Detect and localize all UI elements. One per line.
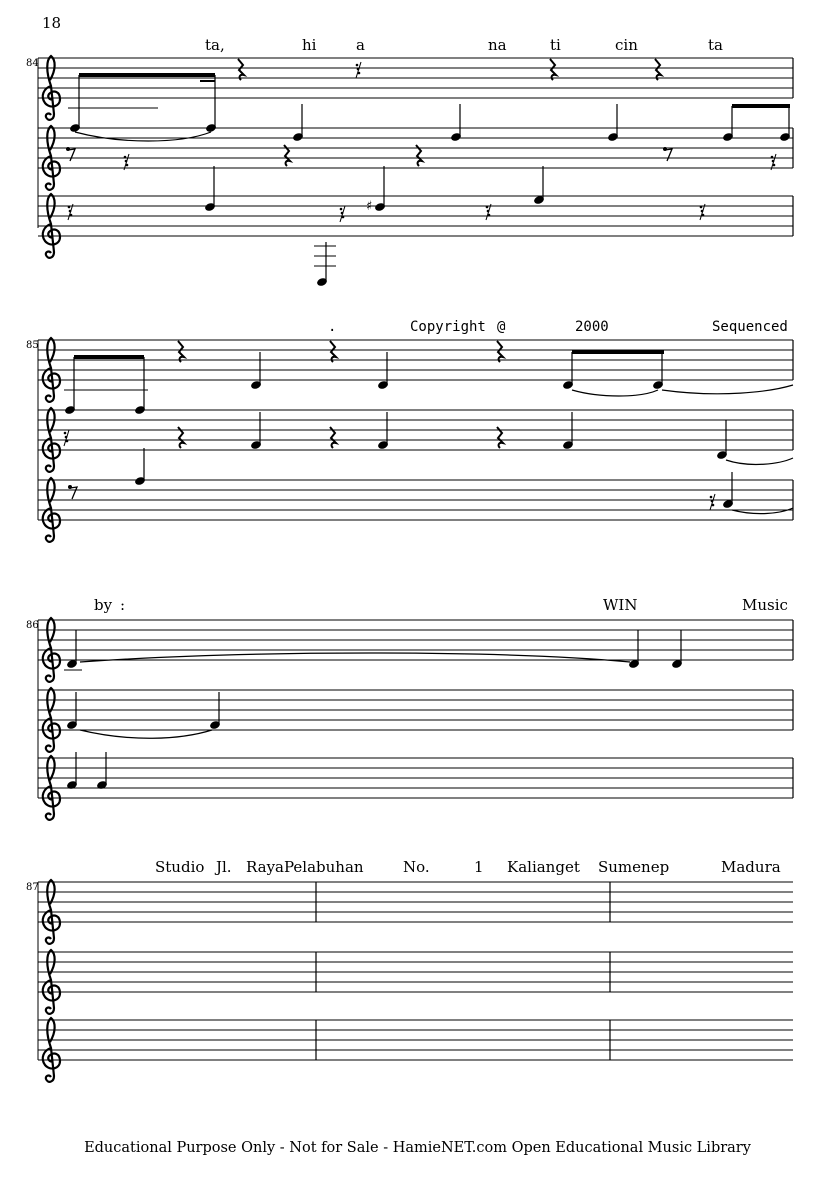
lyric: 1	[474, 858, 484, 876]
lyric: WIN	[603, 596, 638, 614]
svg-text:♯: ♯	[366, 199, 373, 214]
lyric: ti	[550, 36, 561, 54]
lyric: @	[497, 319, 506, 335]
staff-3-notes	[68, 472, 793, 514]
lyrics-line-2	[328, 319, 788, 335]
staff-2-notes	[66, 692, 221, 738]
lyric: Copyright	[410, 319, 486, 335]
lyric: Raya	[246, 858, 284, 876]
lyric: na	[488, 36, 507, 54]
system-1	[26, 36, 793, 287]
staff-1-notes	[64, 341, 793, 415]
measure-number: 87	[26, 882, 39, 893]
lyric: Music	[742, 596, 788, 614]
lyric: No.	[403, 858, 430, 876]
lyric: Madura	[721, 858, 781, 876]
lyric: cin	[615, 36, 638, 54]
system-2	[26, 319, 793, 542]
lyric: a	[356, 36, 365, 54]
measure-number: 86	[26, 620, 39, 631]
lyric: Jl.	[216, 858, 232, 876]
lyric: Sequenced	[712, 319, 788, 335]
measure-number: 84	[26, 58, 39, 69]
footer-text: Educational Purpose Only - Not for Sale - HamieNET.com Open Educational Music Library	[84, 1140, 751, 1156]
lyric: by	[94, 596, 113, 614]
lyric: ta,	[205, 36, 225, 54]
staff-2-notes	[66, 145, 776, 214]
lyric: Kalianget	[507, 858, 580, 876]
system-3	[26, 596, 793, 820]
lyric: :	[120, 596, 126, 614]
measure-number: 85	[26, 340, 39, 351]
lyrics-line-4	[155, 858, 781, 876]
system-4	[26, 858, 793, 1082]
page-number: 18	[42, 14, 62, 32]
lyric: 2000	[575, 319, 609, 335]
staff-1-notes	[68, 59, 791, 142]
lyric: hi	[302, 36, 317, 54]
lyric: .	[328, 319, 337, 335]
staff-2-notes	[64, 412, 793, 486]
lyric: ta	[708, 36, 723, 54]
lyrics-line-1	[205, 36, 723, 54]
lyric: Pelabuhan	[284, 858, 364, 876]
lyrics-line-3	[94, 596, 788, 614]
lyric: Studio	[155, 858, 205, 876]
lyric: Sumenep	[598, 858, 670, 876]
